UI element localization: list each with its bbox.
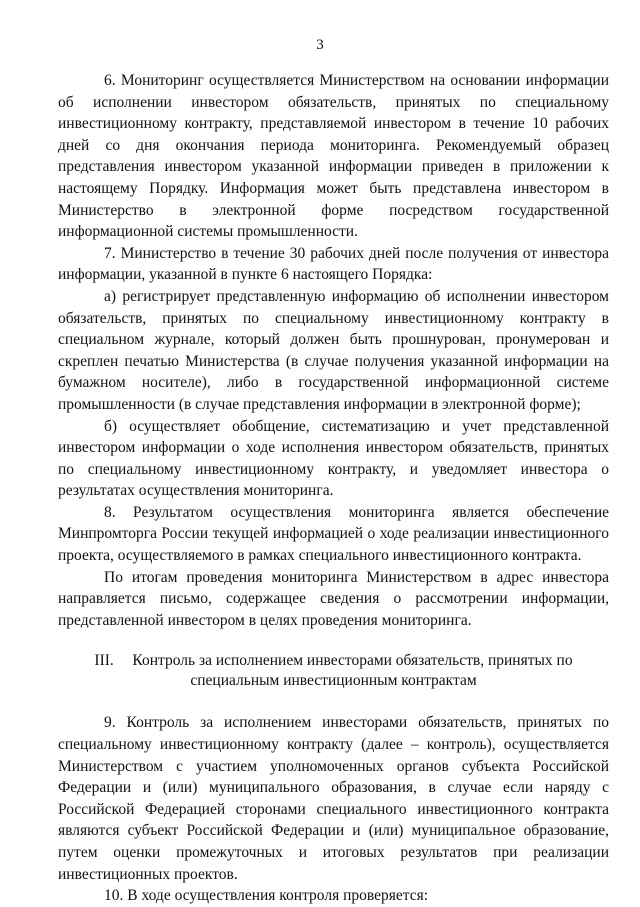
document-body <box>58 70 609 907</box>
paragraph-10: 10. В ходе осуществления контроля проверяется: <box>104 887 429 905</box>
paragraph-7b: б) осуществляет обобщение, систематизацию и учет представленной инвестором информации о ходе исполнения инвестором обязательств, принятых по специальному инвестиционному контракту, и уведомляет инвестора о результатах осуществления мониторинга. <box>58 417 609 500</box>
paragraph-8: 8. Результатом осуществления мониторинга является обеспечение Минпромторга России текущей информацией о ходе реализации инвестиционного проекта, осуществляемого в рамках специального инвестиционного контракта. <box>58 503 609 565</box>
section-heading-line-1 <box>58 651 609 671</box>
paragraph-6: 6. Мониторинг осуществляется Министерством на основании информации об исполнении инвестором обязательств, принятых по специальному инвестиционному контракту, представляемой инвестором в течение 10 рабочих дней со дня окончания периода мониторинга. Рекомендуемый образец представления инвестором указанной информации приведен в приложении к настоящему Порядку. Информация может быть представлена инвестором в Министерство в электронной форме посредством государственной информационной системы промышленности. <box>58 72 609 241</box>
section-heading <box>58 631 609 712</box>
section-title-part-1: Контроль за исполнением инвесторами обязательств, принятых по <box>132 652 573 670</box>
page-number: 3 <box>316 37 324 53</box>
paragraph-9: 9. Контроль за исполнением инвесторами обязательств, принятых по специальному инвестиционному контракту (далее – контроль), осуществляется Министерством с участием уполномоченных органов субъекта Российской Федерации и (или) муниципального образования, в случае если наряду с Российской Федерацией сторонами специального инвестиционного контракта являются субъект Российской Федерации и (или) муниципальное образование, путем оценки промежуточных и итоговых результатов при реализации инвестиционных проектов. <box>58 714 609 883</box>
section-title-part-2: специальным инвестиционным контрактам <box>190 672 477 690</box>
paragraph-7: 7. Министерство в течение 30 рабочих дней после получения от инвестора информации, указанной в пункте 6 настоящего Порядка: <box>58 244 609 284</box>
paragraph-8-result-letter: По итогам проведения мониторинга Министерством в адрес инвестора направляется письмо, содержащее сведения о рассмотрении информации, представленной инвестором в целях проведения мониторинга. <box>58 568 609 629</box>
section-number: III. <box>94 652 114 670</box>
paragraph-7a: а) регистрирует представленную информацию об исполнении инвестором обязательств, принятых по специальному инвестиционному контракту в специальном журнале, который должен быть прошнурован, пронумерован и скреплен печатью Министерства (в случае получения указанной информации на бумажном носителе), либо в государственной информационной системе промышленности (в случае представления информации в электронной форме); <box>58 287 609 413</box>
